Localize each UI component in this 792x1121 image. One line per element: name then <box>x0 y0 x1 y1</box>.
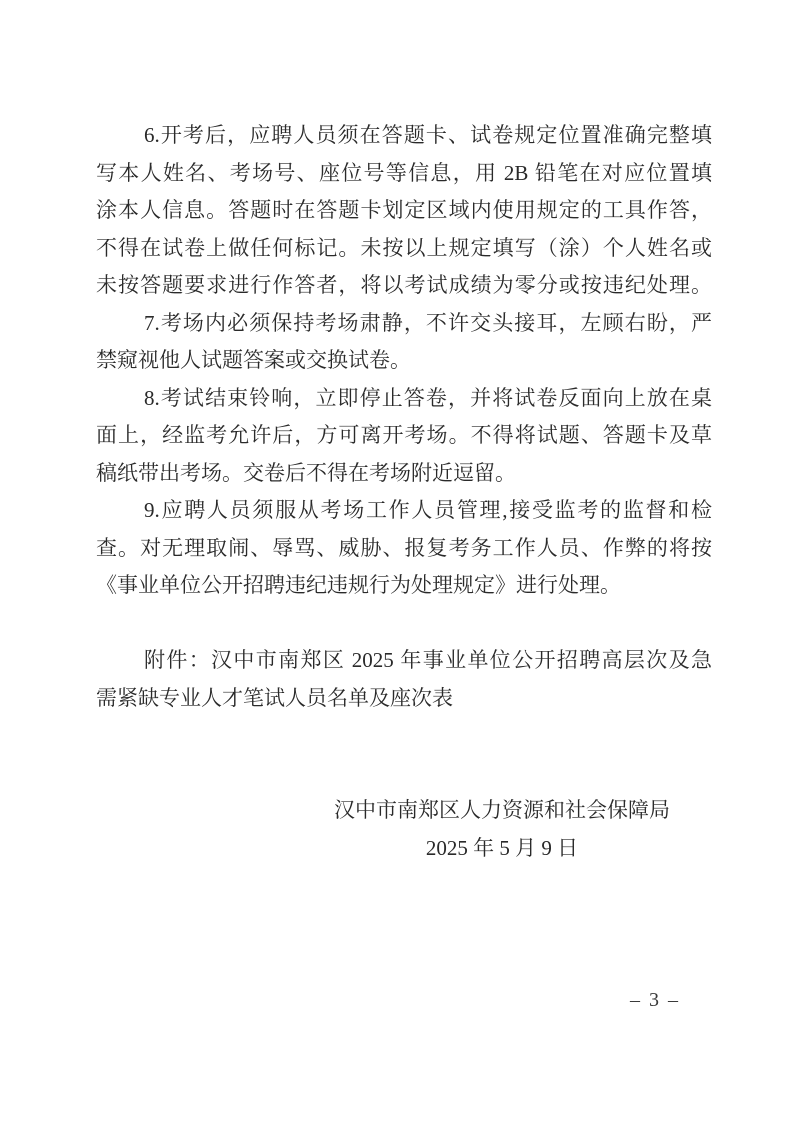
text-line: 8.考试结束铃响，立即停止答卷，并将试卷反面向上放在桌 <box>144 385 712 410</box>
text-line: 查。对无理取闹、辱骂、威胁、报复考务工作人员、作弊的将按 <box>96 535 712 560</box>
body-text <box>96 117 712 867</box>
issuer-signature: 汉中市南郑区人力资源和社会保障局 <box>334 798 670 822</box>
text-line: 不得在试卷上做任何标记。未按以上规定填写（涂）个人姓名或 <box>96 235 712 260</box>
text-line: 9.应聘人员须服从考场工作人员管理,接受监考的监督和检 <box>144 498 712 522</box>
text-line: 稿纸带出考场。交卷后不得在考场附近逗留。 <box>96 460 516 485</box>
page-number: – 3 – <box>630 989 680 1011</box>
text-line: 7.考场内必须保持考场肃静，不许交头接耳，左顾右盼，严 <box>144 310 712 335</box>
text-line: 需紧缺专业人才笔试人员名单及座次表 <box>96 685 453 710</box>
paragraph-6 <box>96 117 712 305</box>
paragraph-7 <box>96 305 712 380</box>
text-line: 未按答题要求进行作答者，将以考试成绩为零分或按违纪处理。 <box>96 273 712 297</box>
issue-date: 2025 年 5 月 9 日 <box>425 835 579 860</box>
text-line: 面上，经监考允许后，方可离开考场。不得将试题、答题卡及草 <box>96 423 712 447</box>
text-line: 写本人姓名、考场号、座位号等信息，用 2B 铅笔在对应位置填 <box>96 160 712 185</box>
text-line: 附件：汉中市南郑区 2025 年事业单位公开招聘高层次及急 <box>144 648 712 672</box>
text-line: 禁窥视他人试题答案或交换试卷。 <box>96 348 411 372</box>
text-line: 6.开考后，应聘人员须在答题卡、试卷规定位置准确完整填 <box>144 123 712 147</box>
paragraph-9 <box>96 492 712 605</box>
paragraph-8 <box>96 380 712 493</box>
attachment-note <box>96 642 712 717</box>
signature-block <box>334 792 670 867</box>
text-line: 涂本人信息。答题时在答题卡划定区域内使用规定的工具作答， <box>96 198 712 222</box>
text-line: 《事业单位公开招聘违纪违规行为处理规定》进行处理。 <box>96 573 621 597</box>
